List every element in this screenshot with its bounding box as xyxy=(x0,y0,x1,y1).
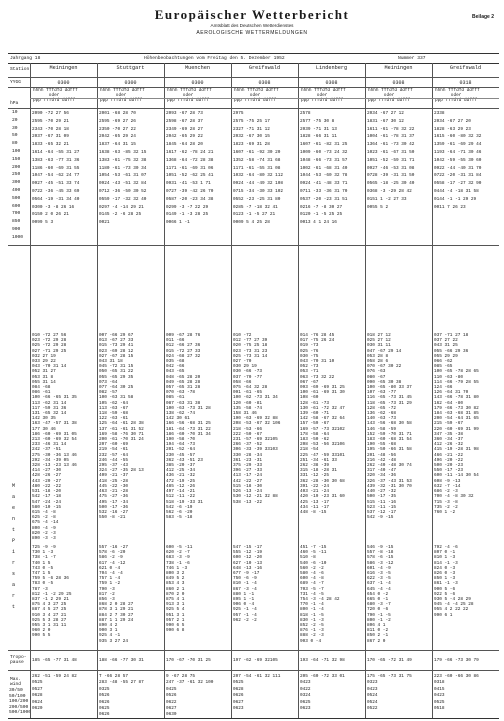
column-divider xyxy=(432,63,433,718)
pressure-level: 200 xyxy=(12,164,21,170)
max-wind-value: 205 -60 -72 33 01 0423 0422 0324 0625 0623 xyxy=(300,674,345,712)
significant-levels-lower: 546 -9 -15 557 -8 -18 578 -6 -15 586 -3 -12 601 -4 -9 616 -3 -5 622 -3 -5 637 -1 -4 645 -4 -4 654 0 -2 665 0 -1 680 -3 -7 720 0 -6 790 -1 -5 800 -1 -2 806 4 1 811 0 -2 850 2 -1 867 2 0 xyxy=(367,545,394,644)
station-number: 0318 xyxy=(459,80,472,86)
tropopause-value: 193 -64 -71 32 98 xyxy=(300,658,345,663)
month-letter: a xyxy=(12,582,16,588)
row-divider xyxy=(8,670,499,671)
month-letter: n xyxy=(12,516,16,522)
station-number: 0308 xyxy=(325,80,338,86)
month-letter: e xyxy=(12,505,16,511)
station-name: Greifswald xyxy=(248,65,281,71)
page-title: Europäischer Wetterbericht xyxy=(154,7,350,22)
pressure-level: 400 xyxy=(12,188,21,193)
station-number: 0300 xyxy=(124,80,137,86)
month-letter: M xyxy=(12,483,16,489)
significant-levels-lower: 451 -7 -15 460 -5 -11 510 -8 540 -6 -10 560 -2 -2 580 -4 -6 600 -4 -8 689 -4 -7 703 -5 -7 731 -4 -5 754 -3 -4 28 42 770 -1 -4 800 -1 -4 818 -1 -5 830 -1 -3 852 -2 -5 876 -1 -3 888 -2 -3 903 0 -4 xyxy=(300,545,340,644)
data-table xyxy=(8,63,499,719)
column-divider xyxy=(97,63,98,718)
month-letter: a xyxy=(12,494,16,500)
month-letter: s xyxy=(12,571,16,577)
row-divider xyxy=(8,87,499,88)
significant-levels: 009 -67 28 76 011 -66 012 -66 27 36 015 -72 27 33 024 -68 27 32 035 -68 042 -66 043 -65 048 -65 28 20 049 -65 28 28 057 -65 31 28 070 -63 -78 085 -61 087 -63 31 38 100 -63 -73 31 28 138 -62 -74 142 30 61 166 -56 -68 31 25 181 -64 -73 31 22 186 -60 -70 31 34 190 -58 -70 194 -64 -73 201 -52 -64 230 -45 -57 362 -43 -51 23 385 -20 -37 412 -25 -34 436 -21 -32 472 -19 -25 485 -12 -26 497 -14 -21 512 -11 -22 518 -19 -33 31 542 -6 -19 562 -6 -20 583 -5 -18 xyxy=(166,333,211,521)
section-subtitle: AEROLOGISCHE WETTERMELDUNGEN xyxy=(196,30,308,36)
tropopause-value: 170 -67 -70 31 25 xyxy=(166,658,211,663)
station-name: Muenchen xyxy=(185,65,210,71)
max-wind-value: 262 -51 -59 24 82 0525 0527 0628 0624 0620 xyxy=(32,674,77,712)
pressure-level: 300 xyxy=(12,180,21,186)
station-name: Stuttgart xyxy=(116,65,145,71)
significant-levels: 018 27 12 025 27 12 030 31 11 047 -67 29 14 053 28 8 058 28 6 070 -67 30 22 076 -63 080 -67 090 -65 30 38 100 -65 -80 33 37 107 -63 -77 116 -65 -73 31 45 118 -65 -73 31 29 128 -65 -72 136 -62 -68 140 -63 -73 143 -56 -68 30 58 146 -58 -59 152 -59 -70 31 71 183 -60 -68 31 54 190 -55 -68 195 -50 -66 31 58 201 -48 -56 216 -42 -48 262 -40 -48 30 74 317 -40 -47 320 -34 -36 326 -37 -43 31 53 439 -32 -31 30 70 440 -27 -32 500 -17 -35 515 -11 -16 523 -11 -15 537 -12 -17 542 -9 -15 xyxy=(367,333,412,521)
month-letter: P xyxy=(12,538,16,544)
significant-levels: 037 -71 27 18 037 27 22 043 31 25 055 -66 29 36 055 29 29 066 -62 085 -65 100 -65 -78 28 65 110 -63 -80 114 -66 -79 28 55 124 -66 126 -64 31 70 143 -66 -78 31 80 162 -64 -80 179 -66 -73 30 82 184 -63 -68 31 85 200 -54 -64 31 65 215 -59 -67 220 -60 -69 31 99 347 -35 -38 360 -34 -37 412 -26 -32 415 -19 -28 31 98 466 -21 -22 496 -20 -22 500 -20 -23 550 -17 -23 600 -11 -14 30 54 608 -9 -13 632 -7 -14 686 -2 -3 700 -4 -8 30 32 715 -3 -8 735 -2 -2 760 1 -2 xyxy=(434,333,479,515)
column-divider xyxy=(231,63,232,718)
standard-levels: 2034 -67 27 12 1831 -67 30 12 1611 -61 -78 32 22 1004 -61 -78 31 37 1364 -61 -73 30 42 1023 -61 -67 31 50 1051 -52 -59 31 71 0927 -46 -53 31 08 0728 -39 -31 31 50 0565 -18 -25 30 40 0368 -3 -29 28 42 0151 1 -2 27 33 0055 5 2 xyxy=(367,111,415,210)
month-letter: t xyxy=(12,527,16,533)
column-header: hhhh TTTdTd ddfff oder ppp TTTdTd ddfff xyxy=(100,88,145,104)
station-number: 0300 xyxy=(57,80,70,86)
pressure-level: 500 xyxy=(12,195,21,201)
wind-layer: 50/100 xyxy=(9,693,26,699)
column-header: hhhh TTTdTd ddfff oder ppp TTTdTd ddfff xyxy=(435,88,480,104)
station-number: 0308 xyxy=(392,80,405,86)
significant-levels: 010 -72 27 56 023 -72 29 28 025 -72 29 28 027 -71 29 25 032 27 19 033 29 22 043 -70 31 14 052 31 27 053 31 8 055 31 14 084 -68 086 -61 100 -66 -65 31 35 113 -62 31 14 117 -59 31 36 131 -65 32 14 142 30 35 163 -47 -57 31 38 177 30 46 186 -60 -69 31 05 213 -60 -69 32 54 233 -46 31 14 242 -37 -51 275 -30 -36 13 46 292 -34 -39 05 328 -13 -23 13 46 414 -27 -30 428 -26 -27 443 -20 -27 480 -22 -22 531 -18 -20 542 -17 -18 547 -24 -24 580 -10 -15 615 -4 -8 625 -2 -8 675 -4 -14 800 -4 -9 820 -2 -3 890 -3 -3 xyxy=(32,333,77,541)
standard-levels: 2338 2034 -67 27 20 1828 -63 29 23 1615 -60 -80 32 32 1359 -61 -69 29 44 1193 -64 -71 30 46 1042 -59 -55 30 60 0922 -44 -40 31 70 0722 -20 -31 31 84 0558 -17 -27 32 90 0444 -4 -18 31 58 0144 -1 -1 29 29 0011 7 26 23 xyxy=(434,111,482,210)
column-divider xyxy=(164,63,165,718)
station-number: 0300 xyxy=(191,80,204,86)
month-letter: t xyxy=(12,604,16,610)
column-header: hhhh TTTdTd ddfff oder ppp TTTdTd ddfff xyxy=(301,88,346,104)
row-divider xyxy=(8,650,499,651)
agency-subtitle: Amtsblatt des Deutschen Wetterdienstes xyxy=(210,23,294,28)
column-header: hhhh TTTdTd ddfff oder ppp TTTdTd ddfff xyxy=(234,88,279,104)
wind-layer: 500/1000 xyxy=(9,710,32,716)
significant-levels-lower: 557 -16 -27 578 -6 -20 586 -2 -9 617 -4 -12 621 0 -4 704 -4 -4 757 1 -4 759 1 -2 790 -3 817 -2 856 -3 868 2 0 28 27 878 3 1 29 21 884 2 7 30 27 887 1 1 29 24 890 4 2 900 3 1 925 4 -1 935 3 27 24 xyxy=(99,545,134,644)
row-divider xyxy=(8,245,499,246)
pressure-level: 1000 xyxy=(12,234,24,240)
tropopause-value: 185 -65 -77 31 48 xyxy=(32,658,77,663)
month-letter: r xyxy=(12,593,16,599)
significant-levels-lower: 792 -4 -6 807 0 -1 810 1 -3 814 -1 -3 824 0 -3 826 0 -3 850 1 -3 861 -1 -3 900 5 -6 922 5 -6 930 5 -4 28 29 945 -4 -4 25 28 955 4 2 22 22 990 6 1 xyxy=(434,545,474,618)
wind-label: Max. wind xyxy=(10,677,22,688)
pressure-level: 20 xyxy=(12,117,18,123)
significant-levels: 010 -72 012 -77 27 39 020 -75 25 18 023 -73 31 23 025 -73 31 14 027 -70 030 29 19 030 -66 -73 037 -70 -77 058 -66 075 -64 32 28 091 -61 -65 100 -62 -73 31 34 120 -60 -81 135 -58 -74 158 31 46 190 -63 -69 32 88 208 -53 -67 32 106 218 -53 -66 222 -50 -67 231 -57 -69 32105 266 -37 -52 306 -33 -39 33103 330 -28 -34 361 -23 -31 375 -29 -33 396 -27 -33 413 -17 -24 442 -22 -27 515 -18 -30 526 -13 -24 530 -12 -21 32 88 538 -13 -22 xyxy=(233,333,281,505)
column-header: hhhh TTTdTd ddfff oder ppp TTTdTd ddfff xyxy=(167,88,212,104)
column-divider xyxy=(298,63,299,718)
significant-levels-lower: 600 -5 -11 620 -2 -7 683 -3 -9 738 -1 -6 746 1 -3 800 3 2 849 5 2 853 4 3 860 2 1 870 2 0 875 4 1 913 3 1 925 5 4 951 3 1 957 2 1 990 6 5 990 6 8 xyxy=(166,545,193,634)
standard-levels: 2090 -72 27 56 2595 -70 29 21 2343 -70 28 18 2037 -67 31 09 1833 -65 32 21 1614 -64 -55 31 27 1383 -63 -77 31 36 1186 -60 -69 31 55 1047 -54 -62 24 77 0927 -45 -51 33 74 0722 -36 -45 33 69 0564 -19 -31 34 40 0300 -3 -8 26 16 0150 2 0 26 21 0099 5 3 xyxy=(32,111,80,226)
max-wind-value: 223 -60 -66 30 86 0318 0415 0423 0525 0518 xyxy=(434,674,479,712)
significant-levels-lower: 725 -9 -9 730 1 -3 738 -1 -7 740 1 5 743 0 -5 747 1 5 759 5 -6 28 36 783 0 -5 787 -3 812 -1 -2 29 25 837 -1 2 29 21 875 4 3 27 25 887 4 5 27 25 910 3 4 27 21 925 5 3 28 27 955 3 1 31 11 960 2 0 990 5 5 xyxy=(32,545,72,639)
max-wind-value: 207 -54 -61 32 111 0525 0628 0626 0627 0623 xyxy=(233,674,281,712)
column-divider xyxy=(365,63,366,718)
station-name: Lindenberg xyxy=(315,65,348,71)
nummer-label: Nummer 337 xyxy=(398,56,426,61)
pressure-level: 100 xyxy=(12,149,21,154)
pressure-level: 250 xyxy=(12,172,21,178)
beilage-label: Beilage 2 xyxy=(472,14,494,20)
standard-levels: 2975 2575 -75 25 17 2327 -71 31 12 2032 -67 30 15 1823 -69 31 28 1607 -61 -92 30 20 1352 -58 -74 31 68 1171 -61 -55 31 08 1032 -64 -80 32 112 0924 -44 -49 32 108 0715 -34 -30 33 102 0552 -23 -25 31 80 0285 -7 -18 32 41 0123 -1 -5 27 21 0009 5 4 25 28 xyxy=(233,111,284,226)
station-name: Greifswald xyxy=(449,65,482,71)
significant-levels: 014 -76 28 45 017 -75 26 24 019 -73 025 -76 030 -75 043 -70 31 10 052 -73 053 -71 063 -73 32 22 067 -67 093 -69 -69 31 25 100 -61 -69 31 30 108 -60 128 -61 -73 130 -61 -72 32 47 139 -60 -71 142 -58 -67 32 64 157 -59 -67 169 -57 -73 32102 178 -58 -64 183 -50 -62 208 -53 -56 32106 218 -54 225 -47 -59 33101 251 -34 -61 33 262 -38 -39 315 -18 -28 31 331 -12 -25 362 -28 -30 30 68 391 -22 -24 403 -21 -24 420 -19 -23 31 60 425 -13 -17 434 -11 -17 448 -8 -15 xyxy=(300,333,345,515)
wind-layer: 200/500 xyxy=(9,704,29,710)
row-divider xyxy=(8,77,499,78)
pressure-level: 900 xyxy=(12,227,21,232)
pressure-level: 600 xyxy=(12,203,21,209)
standard-levels: 2578 2577 -75 30 8 2039 -71 31 13 1828 -66 31 11 1607 -61 -82 31 25 1009 -60 -73 24 32 1048 -66 -73 31 57 1002 -61 -68 31 40 1044 -53 -60 32 78 0924 -41 -48 33 71 0711 -33 -36 31 70 0537 -20 -23 31 51 0216 -7 -8 30 27 0120 -1 -5 25 25 0013 4 1 24 16 xyxy=(300,111,348,226)
station-name: Meiningen xyxy=(49,65,78,71)
hour-label: YYGG xyxy=(10,80,22,85)
month-letter: i xyxy=(12,549,16,555)
max-wind-value: 175 -65 -73 31 75 0323 0423 0524 0524 0522 xyxy=(367,674,412,712)
wind-layer: 100/200 xyxy=(9,699,29,705)
jahrgang-label: Jahrgang 18 xyxy=(10,56,41,61)
max-wind-value: T -66 28 57 283 -48 -55 27 87 0325 0526 0626 0625 0626 xyxy=(99,674,144,716)
observation-date: Höhenbeobachtungen vom Freitag den 5. Dezember 1952 xyxy=(144,56,285,61)
station-label: Station xyxy=(10,67,30,72)
station-name: Meiningen xyxy=(384,65,413,71)
pressure-level: 150 xyxy=(12,156,21,162)
pressure-level: 700 xyxy=(12,211,21,217)
row-divider xyxy=(8,108,499,109)
unit-label: hPa xyxy=(10,101,19,106)
station-number: 0308 xyxy=(258,80,271,86)
max-wind-value: 9 -67 28 75 247 -37 -61 32 100 0425 0526 0622 0627 0630 xyxy=(166,674,214,716)
column-divider xyxy=(30,63,31,718)
column-header: hhhh TTTdTd ddfff oder ppp TTTdTd ddfff xyxy=(368,88,413,104)
significant-levels: 007 -66 29 67 013 -67 27 33 015 -73 29 41 023 -69 28 12 027 -67 28 15 043 31 18 045 -72 31 15 050 -65 31 22 055 -65 29 35 073 -64 077 -64 30 25 082 -57 100 -63 31 58 105 -62 -64 113 -63 -67 118 -59 -68 122 -63 -61 125 -64 -61 28 38 137 -61 -61 31 52 169 -58 -76 30 71 200 -61 -70 31 24 207 -60 -69 219 -54 -61 232 -57 -64 246 -44 -55 295 -37 -43 324 -27 -35 28 13 409 -21 -37 418 -25 -28 445 -22 -30 463 -21 -28 475 -27 -36 495 -17 -34 500 -17 -36 532 -16 -27 550 -8 -21 xyxy=(99,333,144,521)
month-letter: r xyxy=(12,560,16,566)
column-header: hhhh TTTdTd ddfff oder ppp TTTdTd ddfff xyxy=(33,88,78,104)
tropopause-label: Tropo- pause xyxy=(10,655,27,666)
standard-levels: 2093 -67 28 73 2598 -67 28 37 2349 -69 28 27 2042 -65 29 22 1845 -64 28 20 1617 -62 -78 24 21 1368 -64 -72 28 38 1171 -61 -69 31 06 1051 -52 -62 25 41 0931 -41 -53 1 71 0727 -39 -42 26 70 0587 -20 -23 34 38 0299 -3 -7 22 29 0149 -1 -3 28 25 0066 1 -1 xyxy=(166,111,214,226)
significant-levels-lower: 547 -15 -17 555 -12 -19 600 -12 -20 627 -10 -13 648 -13 -16 677 -9 -17 750 -6 -9 810 -1 -4 867 -3 -4 880 1 -1 895 1 -1 906 0 -4 925 -1 -4 957 -1 -4 962 -2 -2 xyxy=(233,545,262,623)
row-divider xyxy=(30,98,499,99)
tropopause-value: 170 -65 -72 31 49 xyxy=(367,658,412,663)
standard-levels: 2001 -68 28 70 2595 -69 27 26 2350 -70 27 22 2042 -65 29 24 1837 -64 31 15 1638 -63 -85 32 15 1383 -61 -75 32 38 1180 -61 -73 30 34 1054 -53 -61 31 07 0924 -43 -51 32 84 0712 -36 -50 30 52 0559 -17 -32 32 40 0297 -4 -14 29 21 0145 -2 -6 28 25 0021 xyxy=(99,111,147,226)
pressure-level: 10 xyxy=(12,110,18,115)
pressure-level: 850 xyxy=(12,219,21,225)
pressure-level: 30 xyxy=(12,125,18,131)
tropopause-value: 179 -66 -73 30 79 xyxy=(434,658,479,663)
pressure-level: 50 xyxy=(12,133,18,139)
wind-layer: 30/50 xyxy=(9,688,23,693)
pressure-level: 80 xyxy=(12,141,18,147)
tropopause-value: 197 -62 -69 32105 xyxy=(233,658,278,663)
tropopause-value: 188 -66 -77 30 31 xyxy=(99,658,144,663)
